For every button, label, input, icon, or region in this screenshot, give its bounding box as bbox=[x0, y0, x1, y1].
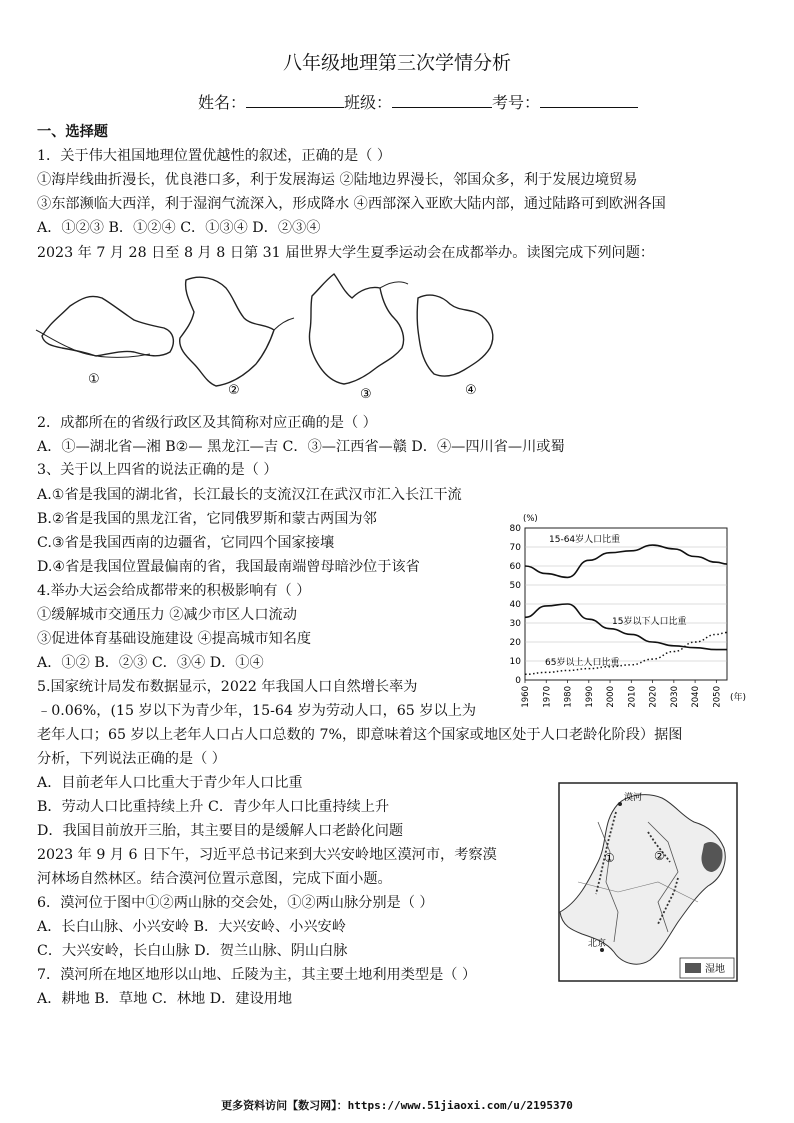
mohe-map bbox=[558, 782, 738, 982]
q4-option-line: ③促进体育基础设施建设 ④提高城市知名度 bbox=[37, 631, 312, 647]
province-outline-3 bbox=[309, 274, 403, 384]
q4-option-line: ①缓解城市交通压力 ②减少市区人口流动 bbox=[37, 607, 297, 623]
chart-xtick-label: 2010 bbox=[627, 686, 638, 708]
student-info bbox=[198, 90, 638, 113]
q3-option-c: C.③省是我国西南的边疆省，它同四个国家接壤 bbox=[37, 535, 335, 551]
question-7: 7．漠河所在地区地形以山地、丘陵为主，其主要土地利用类型是（ ） bbox=[37, 967, 477, 983]
question-5-cont: 老年人口；65 岁以上老年人口占人口总数的 7%，即意味着这个国家或地区处于人口老龄化阶段）据图 bbox=[37, 727, 683, 743]
q2-choices: A．①—湖北省—湘 B②— 黑龙江—吉 C．③—江西省—赣 D．④—四川省—川或蜀 bbox=[37, 439, 565, 455]
q5-option-d: D．我国目前放开三胎，其主要目的是缓解人口老龄化问题 bbox=[37, 823, 404, 839]
mohe-label: 漠河 bbox=[624, 793, 643, 803]
beijing-label: 北京 bbox=[588, 939, 607, 949]
map-label-2: ② bbox=[228, 383, 240, 398]
q6-options-ab: A．长白山脉、小兴安岭 B．大兴安岭、小兴安岭 bbox=[37, 919, 346, 935]
chart-xtick-label: 1980 bbox=[563, 686, 574, 708]
question-1: 1．关于伟大祖国地理位置优越性的叙述，正确的是（ ） bbox=[37, 148, 392, 164]
chart-ytick-label: 40 bbox=[509, 600, 521, 610]
chart-ytick-label: 70 bbox=[509, 543, 521, 553]
class-label: 班级： bbox=[344, 93, 393, 112]
question-6: 6．漠河位于图中①②两山脉的交会处，①②两山脉分别是（ ） bbox=[37, 895, 434, 911]
section-heading: 一、选择题 bbox=[37, 124, 108, 140]
chart-xtick-label: 2050 bbox=[712, 686, 723, 708]
question-5-cont: 分析，下列说法正确的是（ ） bbox=[37, 751, 226, 767]
chart-xaxis-label: (年) bbox=[730, 693, 747, 703]
chart-xtick-label: 1970 bbox=[542, 686, 553, 708]
chart-ytick-label: 30 bbox=[509, 619, 521, 629]
name-field[interactable] bbox=[246, 93, 344, 108]
question-5-cont: ﹣0.06%，(15 岁以下为青少年，15-64 岁为劳动人口，65 岁以上为 bbox=[37, 703, 477, 719]
chart-ytick-label: 80 bbox=[509, 524, 521, 534]
question-4: 4.举办大运会给成都带来的积极影响有（ ） bbox=[37, 583, 311, 599]
chart-xtick-label: 1990 bbox=[584, 686, 595, 708]
map-label-3: ③ bbox=[360, 387, 372, 400]
province-outline-1 bbox=[42, 296, 173, 356]
question-5: 5.国家统计局发布数据显示，2022 年我国人口自然增长率为 bbox=[37, 679, 418, 695]
q5-option-bc: B．劳动人口比重持续上升 C．青少年人口比重持续上升 bbox=[37, 799, 390, 815]
chart-unit-label: (%) bbox=[523, 514, 538, 524]
q3-option-a: A.①省是我国的湖北省，长江最长的支流汉江在武汉市汇入长江干流 bbox=[37, 487, 462, 503]
chart-series-label-3: 65岁以上人口比重 bbox=[545, 658, 620, 668]
exam-no-field[interactable] bbox=[540, 93, 638, 108]
map-label-4: ④ bbox=[465, 383, 477, 398]
population-chart bbox=[495, 510, 757, 710]
province-maps bbox=[30, 268, 510, 400]
q1-option-line: ③东部濒临大西洋，利于湿润气流深入，形成降水 ④西部深入亚欧大陆内部，通过陆路可到欧洲各国 bbox=[37, 196, 666, 212]
chart-xtick-label: 2000 bbox=[606, 686, 617, 708]
q7-choices: A．耕地 B．草地 C．林地 D．建设用地 bbox=[37, 991, 293, 1007]
chart-xtick-label: 2020 bbox=[648, 686, 659, 708]
q3-option-b: B.②省是我国的黑龙江省，它同俄罗斯和蒙古两国为邻 bbox=[37, 511, 377, 527]
q5-option-a: A．目前老年人口比重大于青少年人口比重 bbox=[37, 775, 303, 791]
chart-series-label-1: 15-64岁人口比重 bbox=[549, 535, 621, 545]
chart-ytick-label: 10 bbox=[509, 657, 521, 667]
footer-link[interactable]: 更多资料访问【数习网】：https://www.51jiaoxi.com/u/2195370 bbox=[221, 1099, 573, 1112]
class-field[interactable] bbox=[392, 93, 492, 108]
q4-choices: A．①② B．②③ C．③④ D．①④ bbox=[37, 655, 264, 671]
q3-option-d: D.④省是我国位置最偏南的省，我国最南端曾母暗沙位于该省 bbox=[37, 559, 420, 575]
mohe-intro-cont: 河林场自然林区。结合漠河位置示意图，完成下面小题。 bbox=[37, 871, 392, 887]
q1-option-line: ①海岸线曲折漫长，优良港口多，利于发展海运 ②陆地边界漫长，邻国众多，利于发展边境贸易 bbox=[37, 172, 638, 188]
page-title: 八年级地理第三次学情分析 bbox=[282, 52, 511, 74]
mountain-mark-1: ① bbox=[604, 851, 615, 865]
intro-text: 2023 年 7 月 28 日至 8 月 8 日第 31 届世界大学生夏季运动会在成都举办。读图完成下列问题： bbox=[37, 245, 655, 261]
q1-choices: A．①②③ B．①②④ C．①③④ D．②③④ bbox=[37, 220, 321, 236]
name-label: 姓名： bbox=[198, 93, 247, 112]
mohe-intro: 2023 年 9 月 6 日下午，习近平总书记来到大兴安岭地区漠河市，考察漠 bbox=[37, 847, 497, 863]
chart-xtick-label: 2030 bbox=[669, 686, 680, 708]
mountain-mark-2: ② bbox=[654, 849, 665, 863]
chart-series-label-2: 15岁以下人口比重 bbox=[612, 617, 687, 627]
chart-xtick-label: 1960 bbox=[521, 686, 531, 708]
province-outline-2 bbox=[180, 277, 274, 386]
chart-ytick-label: 0 bbox=[515, 676, 521, 686]
chart-xtick-label: 2040 bbox=[691, 686, 702, 708]
q6-options-cd: C．大兴安岭，长白山脉 D．贺兰山脉、阴山白脉 bbox=[37, 943, 348, 959]
question-2: 2．成都所在的省级行政区及其简称对应正确的是（ ） bbox=[37, 415, 377, 431]
chart-ytick-label: 20 bbox=[509, 638, 521, 648]
legend-label: 湿地 bbox=[705, 964, 725, 975]
question-3: 3、关于以上四省的说法正确的是（ ） bbox=[37, 462, 278, 478]
map-label-1: ① bbox=[88, 372, 100, 387]
province-outline-4 bbox=[417, 295, 493, 376]
legend-swatch bbox=[685, 963, 701, 973]
exam-no-label: 考号： bbox=[492, 93, 541, 112]
chart-ytick-label: 50 bbox=[509, 581, 521, 591]
chart-ytick-label: 60 bbox=[509, 562, 521, 572]
